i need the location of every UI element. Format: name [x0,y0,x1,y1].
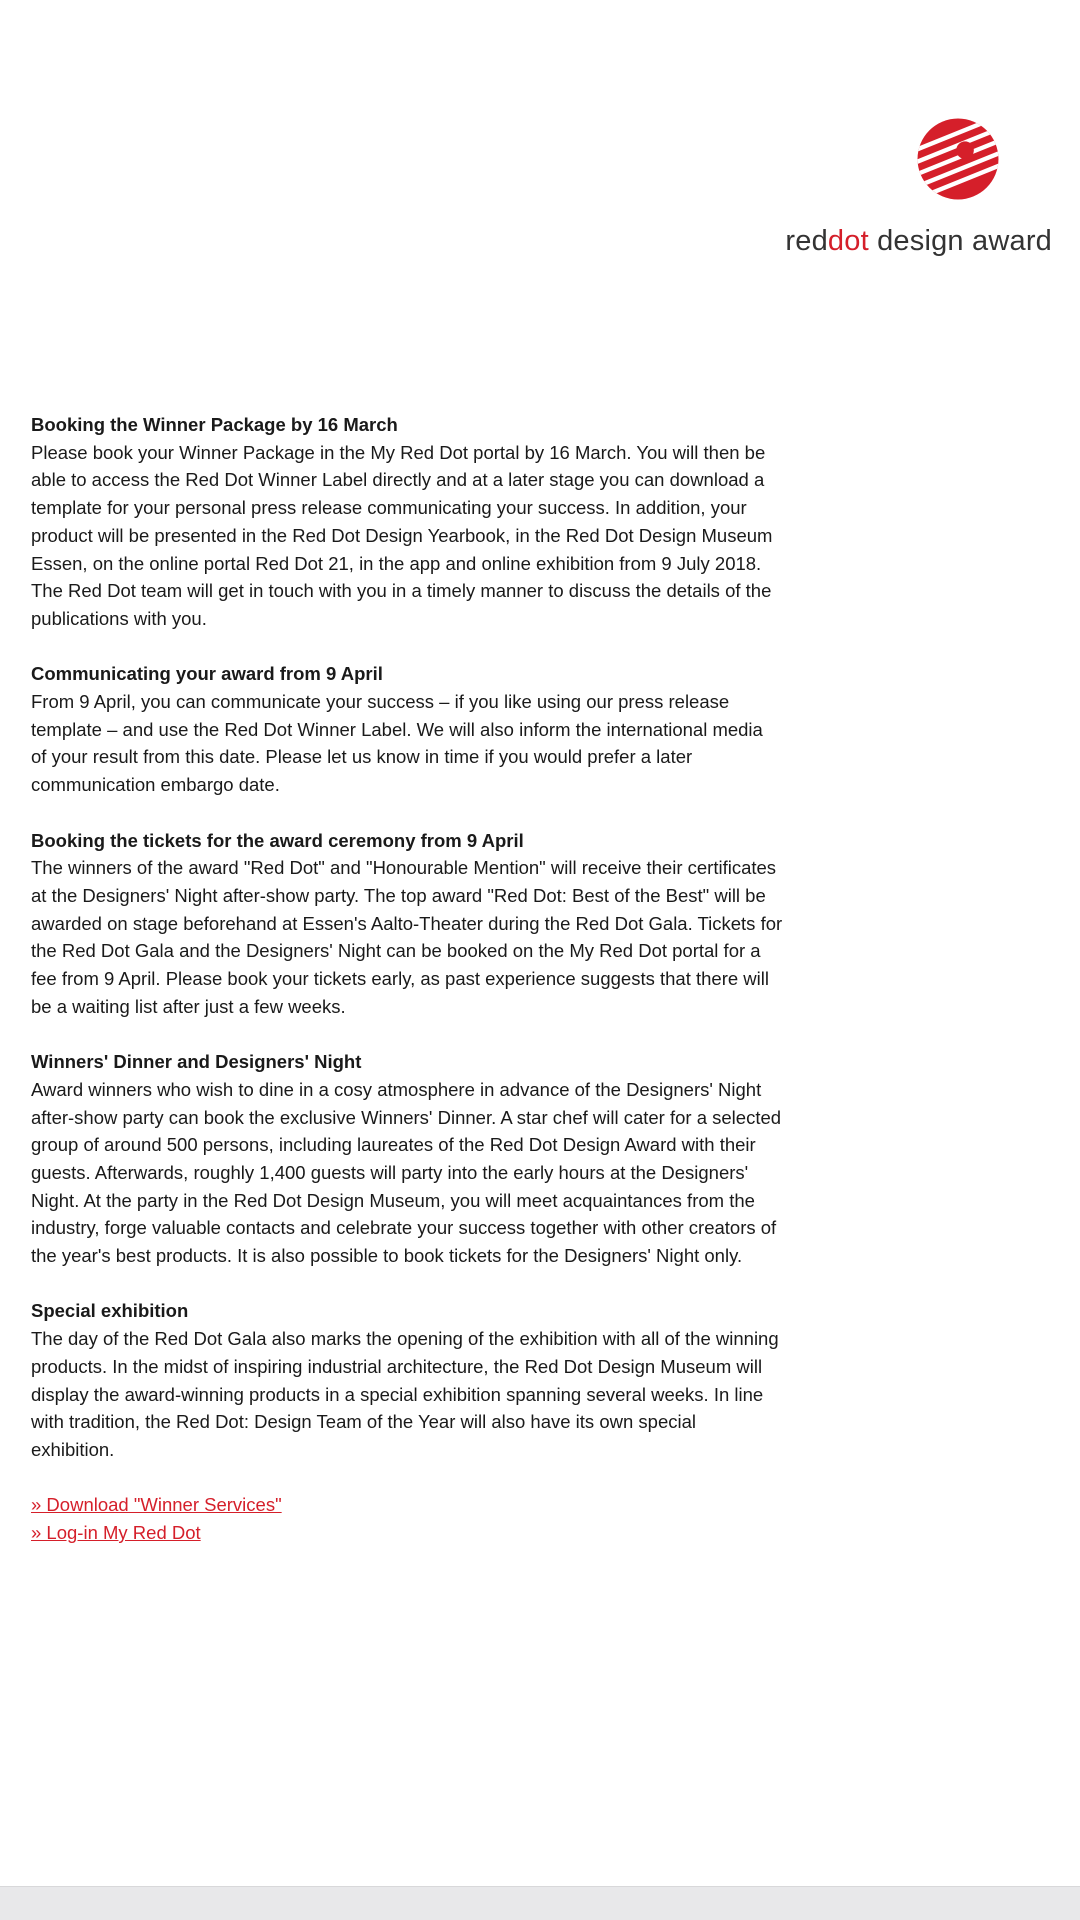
logo-text-suffix: design award [868,225,1052,257]
login-my-red-dot-link[interactable]: » Log-in My Red Dot [31,1522,201,1544]
section-body: Award winners who wish to dine in a cosy atmosphere in advance of the Designers' Night after-show party can book the exclusive Winners' Dinner. A star chef will cater for a selected group of around 500 persons, including laureates of the Red Dot Design Award with their guests. Afterwards, roughly 1,400 guests will party into the early hours at the Designers' Night. At the party in the Red Dot Design Museum, you will meet acquaintances from the industry, forge valuable contacts and celebrate your success together with other creators of the year's best products. It is also possible to book tickets for the Designers' Night only. [31,1078,782,1267]
section-heading: Booking the Winner Package by 16 March [31,414,398,435]
logo-text-prefix: red [785,225,828,257]
logo-text-dot: dot [827,225,869,257]
section-body: Please book your Winner Package in the My Red Dot portal by 16 March. You will then be able to access the Red Dot Winner Label directly and at a later stage you can download a template for your personal press release communicating your success. In addition, your product will be presented in the Red Dot Design Yearbook, in the Red Dot Design Museum Essen, on the online portal Red Dot 21, in the app and online exhibition from 9 July 2018. The Red Dot team will get in touch with you in a timely manner to discuss the details of the publications with you. [31,441,773,629]
article-content [31,411,783,1547]
section-body: From 9 April, you can communicate your success – if you like using our press release template – and use the Red Dot Winner Label. We will also inform the international media of your result from this date. Please let us know in time if you would prefer a later communication embargo date. [31,691,763,796]
section-special-exhibition [31,1297,783,1463]
section-heading: Winners' Dinner and Designers' Night [31,1051,362,1073]
section-heading: Communicating your award from 9 April [31,663,383,685]
red-dot-logo-icon [914,115,1002,203]
section-winners-dinner [31,1048,783,1270]
section-tickets [31,827,783,1021]
section-heading: Booking the tickets for the award ceremony from 9 April [31,829,524,851]
section-communicating-award [31,660,783,799]
link-list [31,1491,783,1546]
section-winner-package [31,411,783,633]
section-body: The day of the Red Dot Gala also marks the opening of the exhibition with all of the winning products. In the midst of inspiring industrial architecture, the Red Dot Design Museum will display the award-winning products in a special exhibition spanning several weeks. In line with tradition, the Red Dot: Design Team of the Year will also have its own special exhibition. [31,1328,779,1460]
reddot-logo [752,115,1052,275]
bottom-bar [0,1886,1080,1920]
download-winner-services-link[interactable]: » Download "Winner Services" [31,1494,282,1516]
logo-wordmark [785,225,1052,258]
section-heading: Special exhibition [31,1300,189,1322]
section-body: The winners of the award "Red Dot" and "Honourable Mention" will receive their certificates at the Designers' Night after-show party. The top award "Red Dot: Best of the Best" will be awarded on stage beforehand at Essen's Aalto-Theater during the Red Dot Gala. Tickets for the Red Dot Gala and the Designers' Night can be booked on the My Red Dot portal for a fee from 9 April. Please book your tickets early, as past experience suggests that there will be a waiting list after just a few weeks. [31,857,783,1017]
